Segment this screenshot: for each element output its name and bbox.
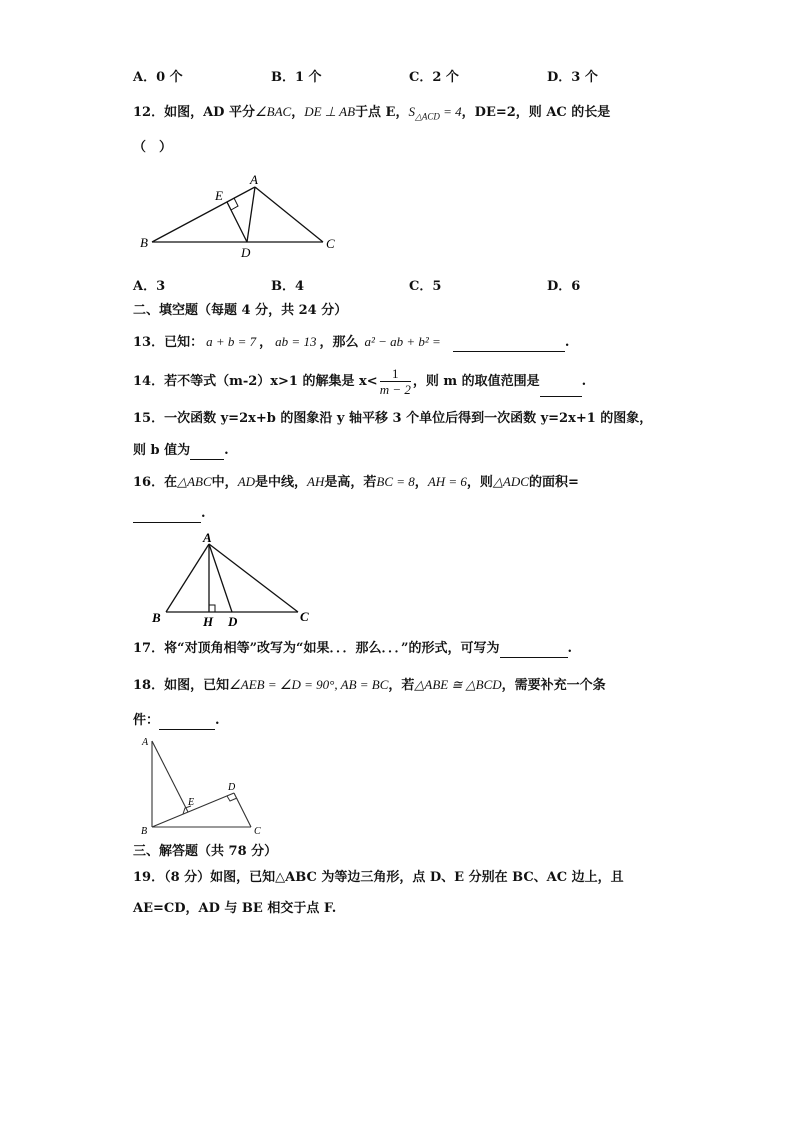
question-text: 中， [211,475,238,490]
label-d: D [228,782,236,793]
answer-blank [500,643,568,658]
question-text: . [224,443,229,458]
fraction-numerator: 1 [380,366,411,382]
question-text: . [215,713,220,728]
math-expression: a + b = 7 [206,334,257,349]
question-18 [133,676,606,695]
segment-ba [152,187,255,242]
fraction [380,366,411,397]
answer-blank [190,445,224,460]
question-14 [133,366,586,397]
q12-figure [140,170,340,260]
label-c: C [254,826,261,837]
segment-ad [247,187,255,242]
question-text: 是中线， [255,475,308,490]
question-number: 14． [133,374,165,389]
option-d: D．6 [547,279,581,294]
option-c: C．5 [409,279,442,294]
label-e: E [215,188,223,203]
math-expression: △ABC [177,474,212,489]
segment-ed [227,202,247,242]
question-12 [133,103,610,126]
math-expression: △ADC [492,474,529,489]
q16-figure [148,532,318,630]
question-text: 如图，AD 平分 [164,105,255,120]
label-a: A [250,172,258,187]
q18-figure [138,735,268,837]
segment-ae [152,741,188,812]
option-c: C．2 个 [409,70,459,85]
math-expression: DE ⊥ AB [304,104,356,119]
question-text: 若不等式（m-2）x>1 的解集是 x< [164,374,378,389]
math-subscript: △ACD [414,111,440,122]
question-text: . [564,335,570,350]
math-expression: a² − ab + b² = [364,334,441,349]
math-expression: AH [307,474,325,489]
math-expression: ∠BAC [254,104,292,119]
question-text: 于点 E， [355,105,409,120]
question-19-line2: AE=CD，AD 与 BE 相交于点 F. [133,901,337,916]
option-a: A．3 [133,279,166,294]
option-b: B．1 个 [271,70,322,85]
label-a: A [203,530,212,545]
option-d: D．3 个 [547,70,598,85]
answer-blank [453,337,565,352]
answer-blank [159,715,215,730]
math-expression: △ABE ≅ △BCD [414,677,502,692]
question-number: 12． [133,105,165,120]
question-text: ，若 [388,678,415,693]
label-h: H [203,614,214,629]
question-text: 则 b 值为 [133,443,191,458]
question-text: ，则 m 的取值范围是 [412,374,540,389]
question-18-line2 [133,712,220,730]
math-expression: ∠AEB = ∠D = 90°, AB = BC [229,677,389,692]
answer-blank [133,508,201,523]
section-heading: 二、填空题（每题 4 分，共 24 分） [133,303,348,318]
math-expression: ab = 13 [275,334,317,349]
question-text: 件： [133,713,160,728]
question-16-blank-line [133,505,206,523]
math-expression: AD [237,474,256,489]
question-text: 在 [164,475,178,490]
question-text: . [201,506,206,521]
question-text: ，DE=2，则 AC 的长是 [461,105,611,120]
question-text: ，需要补充一个条 [501,678,606,693]
fraction-denominator: m − 2 [379,382,411,397]
question-number: 18． [133,678,165,693]
math-expression: AH = 6 [427,474,467,489]
answer-blank [540,382,582,397]
question-15-line1: 15．一次函数 y=2x+b 的图象沿 y 轴平移 3 个单位后得到一次函数 y=2x+1 的图象， [133,411,653,426]
label-c: C [326,236,335,251]
option-a: A．0 个 [133,70,183,85]
question-text: . [581,374,587,389]
question-number: 16． [133,475,165,490]
question-text: ， [414,475,428,490]
label-b: B [141,826,148,837]
segment-ac [255,187,323,242]
question-text: ， [259,335,273,350]
label-a: A [142,737,149,748]
option-b: B．4 [271,279,305,294]
question-text: 的面积= [528,475,579,490]
segment-ad [209,544,232,612]
question-text: . [567,641,573,656]
question-text: 17．将“对顶角相等”改写为“如果．．．那么．．．”的形式，可写为 [133,641,500,656]
label-b: B [152,610,161,625]
question-16 [133,473,579,492]
math-expression: S [408,104,415,119]
question-text: ， [291,105,305,120]
question-text: ，则 [466,475,493,490]
label-d: D [228,614,238,629]
question-15-line2 [133,442,229,460]
question-17 [133,640,572,658]
math-expression: = 4 [439,104,462,119]
question-13 [133,333,569,352]
label-c: C [300,609,309,624]
label-d: D [241,245,251,260]
label-e: E [188,797,195,808]
label-b: B [140,235,148,250]
math-expression: BC = 8 [376,474,415,489]
section-heading: 三、解答题（共 78 分） [133,844,278,859]
question-number: 13． [133,335,165,350]
segment-ba [166,544,209,612]
question-text: 是高，若 [324,475,377,490]
question-text: 如图，已知 [164,678,230,693]
segment-ac [209,544,298,612]
question-19-line1: 19．（8 分）如图，已知△ABC 为等边三角形，点 D、E 分别在 BC、AC 边上，且 [133,870,624,885]
answer-parentheses: （ ） [133,140,173,155]
right-angle-mark [209,605,215,612]
question-text: ，那么 [319,335,359,350]
question-text: 已知： [164,335,204,350]
